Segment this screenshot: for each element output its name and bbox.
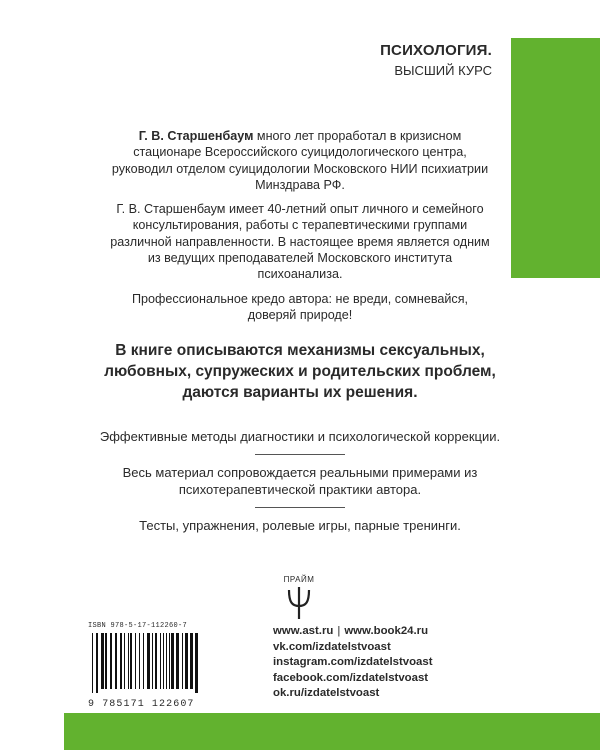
barcode-bar: [128, 633, 129, 689]
barcode-bar: [124, 633, 125, 689]
series-title-block: [330, 42, 492, 78]
publisher-logo: [274, 575, 324, 620]
bio-paragraph-1: [110, 128, 490, 193]
series-title: ПСИХОЛОГИЯ.: [380, 42, 492, 59]
features-list: [85, 428, 515, 534]
feature-item-1: Эффективные методы диагностики и психологической коррекции.: [99, 429, 501, 444]
green-side-tab: [511, 38, 600, 278]
link-book24[interactable]: www.book24.ru: [344, 625, 429, 637]
barcode-bar: [110, 633, 112, 689]
barcode-bar: [195, 633, 198, 693]
barcode-bar: [185, 633, 188, 689]
link-ast[interactable]: www.ast.ru: [273, 625, 334, 637]
barcode-bar: [115, 633, 117, 689]
barcode-bar: [143, 633, 144, 689]
isbn-block: [88, 622, 248, 710]
publisher-name: ПРАЙМ: [283, 575, 315, 584]
barcode-bar: [166, 633, 167, 689]
isbn-text: ISBN 978-5-17-112260-7: [88, 622, 188, 630]
barcode-bar: [96, 633, 98, 693]
series-subtitle: ВЫСШИЙ КУРС: [394, 63, 492, 78]
divider: [255, 454, 345, 455]
barcode-bar: [101, 633, 104, 689]
barcode-bar: [147, 633, 150, 689]
barcode-bar: [120, 633, 122, 689]
psi-icon: [286, 586, 312, 620]
barcode-number: 9 785171 122607: [88, 699, 195, 710]
author-name: Г. В. Старшенбаум: [138, 129, 254, 143]
barcode-bar: [190, 633, 193, 689]
bio-paragraph-3: Профессиональное кредо автора: не вреди, сомневайся, доверяй природе!: [131, 291, 469, 322]
green-footer-bar: [64, 713, 600, 750]
barcode-bar: [152, 633, 153, 689]
barcode-bar: [182, 633, 183, 689]
barcode-bar: [163, 633, 164, 689]
link-separator: |: [337, 625, 341, 637]
link-facebook[interactable]: facebook.com/izdatelstvoast: [273, 671, 429, 684]
link-vk[interactable]: vk.com/izdatelstvoast: [273, 640, 391, 653]
feature-item-2: Весь материал сопровождается реальными примерами из психотерапевтической практики автора.: [122, 465, 478, 497]
barcode-bar: [130, 633, 132, 689]
barcode-bar: [171, 633, 174, 689]
author-bio: [110, 128, 490, 331]
divider: [255, 507, 345, 508]
bio-paragraph-1-text: много лет проработал в кризисном стационаре Всероссийского суицидологического центра, руководил отделом суицидологии Московского НИИ психиатрии Минздрава РФ.: [111, 129, 489, 192]
link-instagram[interactable]: instagram.com/izdatelstvoast: [273, 656, 433, 668]
barcode-bar: [135, 633, 136, 689]
barcode-bar: [105, 633, 107, 689]
website-row: [273, 624, 523, 640]
barcode-bar: [176, 633, 179, 689]
book-headline: В книге описываются механизмы сексуальных, любовных, супружеских и родительских проблем, даются варианты их решения.: [104, 342, 496, 401]
publisher-links: [273, 624, 523, 702]
barcode-bar: [169, 633, 170, 689]
feature-item-3: Тесты, упражнения, ролевые игры, парные тренинги.: [139, 518, 461, 533]
barcode-bar: [155, 633, 157, 689]
barcode: [88, 633, 238, 693]
bio-paragraph-2: Г. В. Старшенбаум имеет 40-летний опыт личного и семейного консультирования, работы с терапевтическими группами различной направленности. В настоящее время является одним из ведущих преподавателей Московского института психоанализа.: [110, 202, 490, 282]
barcode-bar: [92, 633, 93, 693]
barcode-bar: [139, 633, 140, 689]
link-ok[interactable]: ok.ru/izdatelstvoast: [273, 687, 380, 699]
barcode-bar: [160, 633, 161, 689]
